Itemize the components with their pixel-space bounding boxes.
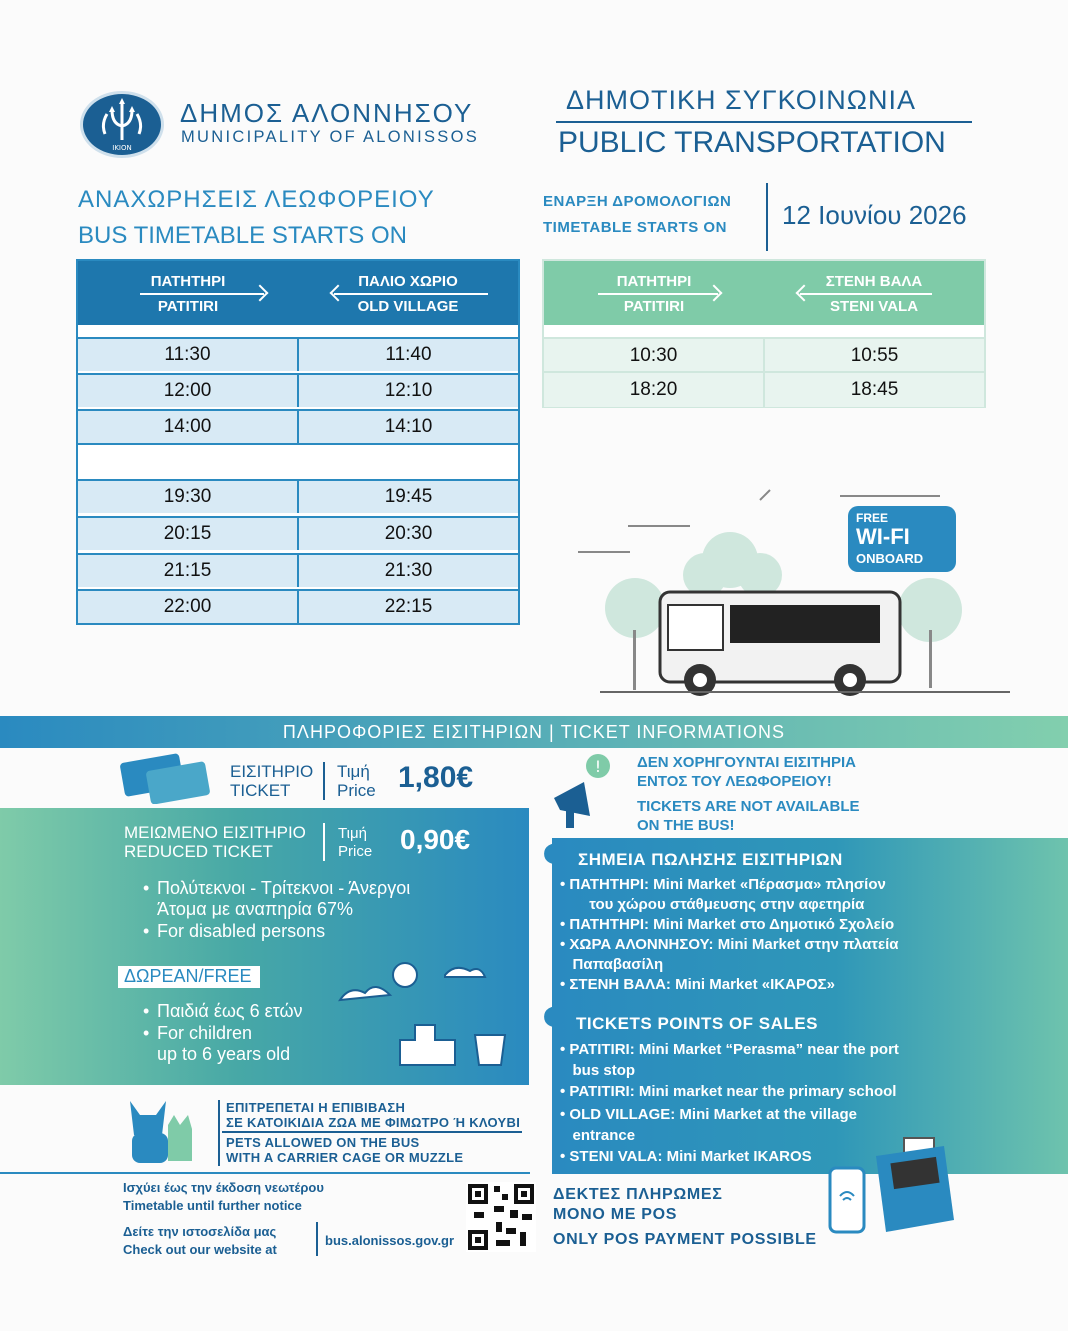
timetable-old-village bbox=[76, 259, 520, 625]
price-label-gr: Τιμή bbox=[338, 825, 367, 842]
transport-title-gr: ΔΗΜΟΤΙΚΗ ΣΥΓΚΟΙΝΩΝΙΑ bbox=[566, 85, 916, 115]
transport-title-en: PUBLIC TRANSPORTATION bbox=[558, 126, 946, 159]
table-row bbox=[78, 553, 518, 587]
header-to bbox=[764, 261, 984, 325]
site-en: Check out our website at bbox=[123, 1242, 277, 1257]
divider bbox=[218, 1100, 220, 1166]
reduced-label-gr: ΜΕΙΩΜΕΝΟ ΕΙΣΙΤΗΡΙΟ bbox=[124, 823, 306, 842]
table-row bbox=[78, 409, 518, 443]
payment-gr-2: ΜΟΝΟ ΜΕ POS bbox=[553, 1206, 678, 1223]
time-cell: 10:55 bbox=[763, 339, 984, 373]
list-item: • For children bbox=[143, 1023, 253, 1043]
valid-gr: Ισχύει έως την έκδοση νεωτέρου bbox=[123, 1180, 324, 1195]
reduced-label-en: REDUCED TICKET bbox=[124, 842, 273, 861]
header-to-gr: ΣΤΕΝΗ ΒΑΛΑ bbox=[825, 273, 923, 290]
list-item: up to 6 years old bbox=[157, 1044, 291, 1064]
notice-gr-2: ΕΝΤΟΣ ΤΟΥ ΛΕΩΦΟΡΕΙΟΥ! bbox=[637, 773, 832, 790]
arrow-left-icon bbox=[800, 293, 932, 295]
wifi-line2: WI-FI bbox=[856, 524, 910, 549]
divider bbox=[323, 823, 325, 861]
list-item: • For disabled persons bbox=[143, 921, 326, 941]
ticket-icon bbox=[118, 752, 214, 804]
header-to-en: STENI VALA bbox=[829, 298, 919, 315]
table-header bbox=[544, 261, 984, 325]
departures-title-gr: ΑΝΑΧΩΡΗΣΕΙΣ ΛΕΩΦΟΡΕΙΟΥ bbox=[78, 186, 435, 213]
title-divider bbox=[556, 121, 972, 123]
ticket-label-gr: ΕΙΣΙΤΗΡΙΟ bbox=[230, 762, 314, 781]
start-divider bbox=[766, 183, 768, 251]
dog-cat-icon bbox=[122, 1095, 204, 1167]
list-item: • ΣΤΕΝΗ ΒΑΛΑ: Mini Market «ΙΚΑΡΟΣ» bbox=[560, 976, 835, 993]
arrow-right-icon bbox=[140, 293, 264, 295]
time-cell: 10:30 bbox=[629, 345, 678, 366]
pets-en-1: PETS ALLOWED ON THE BUS bbox=[226, 1135, 420, 1150]
list-item: • Πολύτεκνοι - Τρίτεκνοι - Άνεργοι bbox=[143, 878, 411, 898]
sandcastle-icon bbox=[335, 955, 525, 1075]
departures-title-en: BUS TIMETABLE STARTS ON bbox=[78, 222, 407, 249]
qr-code-icon[interactable] bbox=[466, 1182, 536, 1252]
trident-icon bbox=[83, 94, 161, 155]
time-cell: 11:30 bbox=[164, 344, 211, 365]
time-cell: 21:15 bbox=[163, 560, 212, 581]
logo-text: ΙΚΙΟΝ bbox=[112, 144, 132, 152]
time-cell: 11:40 bbox=[297, 339, 518, 371]
header-from-gr: ΠΑΤΗΤΗΡΙ bbox=[616, 273, 692, 290]
ticket-label-en: TICKET bbox=[230, 781, 291, 800]
header-to-gr: ΠΑΛΙΟ ΧΩΡΙΟ bbox=[358, 273, 458, 290]
arrow-left-icon bbox=[334, 293, 488, 295]
sales-title-gr: ΣΗΜΕΙΑ ΠΩΛΗΣΗΣ ΕΙΣΙΤΗΡΙΩΝ bbox=[578, 850, 843, 869]
website-link[interactable]: bus.alonissos.gov.gr bbox=[325, 1233, 455, 1248]
price-label-en: Price bbox=[338, 843, 373, 860]
time-cell: 18:45 bbox=[763, 373, 984, 407]
header-from-gr: ΠΑΤΗΤΗΡΙ bbox=[150, 273, 226, 290]
list-item: • STENI VALA: Mini Market IKAROS bbox=[560, 1148, 812, 1165]
notice-en-2: ON THE BUS! bbox=[637, 817, 735, 834]
wifi-badge bbox=[848, 506, 956, 572]
location-pin-icon: ⬤ bbox=[543, 1005, 566, 1027]
timetable-steni-vala bbox=[542, 259, 986, 408]
divider bbox=[323, 762, 325, 800]
payment-gr-1: ΔΕΚΤΕΣ ΠΛΗΡΩΜΕΣ bbox=[553, 1186, 723, 1203]
table-row bbox=[78, 516, 518, 550]
time-cell: 14:00 bbox=[163, 416, 212, 437]
divider bbox=[222, 1131, 522, 1133]
start-label-en: TIMETABLE STARTS ON bbox=[543, 219, 727, 236]
start-date: 12 Ιουνίου 2026 bbox=[782, 200, 967, 230]
notice-gr-1: ΔΕΝ ΧΟΡΗΓΟΥΝΤΑΙ ΕΙΣΙΤΗΡΙΑ bbox=[637, 754, 856, 771]
list-item: • ΧΩΡΑ ΑΛΟΝΝΗΣΟΥ: Mini Market στην πλατεία Παπαβασίλη bbox=[560, 936, 899, 973]
pos-terminal-icon bbox=[826, 1132, 966, 1252]
municipality-logo bbox=[80, 91, 164, 158]
divider bbox=[316, 1222, 318, 1256]
list-item: • Παιδιά έως 6 ετών bbox=[143, 1001, 303, 1021]
time-cell: 18:20 bbox=[629, 379, 678, 400]
wifi-line3: ONBOARD bbox=[856, 551, 924, 566]
time-cell: 14:10 bbox=[297, 411, 518, 443]
pets-gr-1: ΕΠΙΤΡΕΠΕΤΑΙ Η ΕΠΙΒΙΒΑΣΗ bbox=[226, 1100, 406, 1115]
header-to-en: OLD VILLAGE bbox=[357, 298, 459, 315]
list-item: Άτομα με αναπηρία 67% bbox=[157, 899, 353, 919]
wifi-line1: FREE bbox=[856, 511, 889, 525]
time-cell: 21:30 bbox=[297, 555, 518, 587]
sales-title-en: TICKETS POINTS OF SALES bbox=[576, 1014, 818, 1033]
list-item: • OLD VILLAGE: Mini Market at the village entrance bbox=[560, 1106, 857, 1144]
time-cell: 22:15 bbox=[297, 591, 518, 623]
header-from bbox=[544, 261, 764, 325]
header-from bbox=[78, 261, 298, 325]
megaphone-icon bbox=[548, 752, 612, 832]
notice-en-1: TICKETS ARE NOT AVAILABLE bbox=[637, 798, 860, 815]
header-to bbox=[298, 261, 518, 325]
time-cell: 12:10 bbox=[297, 375, 518, 407]
table-header bbox=[78, 261, 518, 325]
price-label-en: Price bbox=[337, 781, 376, 800]
municipality-name-en: MUNICIPALITY OF ALONISSOS bbox=[181, 128, 480, 146]
payment-en: ONLY POS PAYMENT POSSIBLE bbox=[553, 1231, 817, 1248]
list-item: • PATITIRI: Mini market near the primary school bbox=[560, 1083, 897, 1100]
municipality-name-gr: ΔΗΜΟΣ ΑΛΟΝΝΗΣΟΥ bbox=[180, 98, 474, 128]
list-item: • PATITIRI: Mini Market “Perasma” near the port bus stop bbox=[560, 1041, 899, 1079]
table-row bbox=[78, 479, 518, 513]
time-cell: 19:45 bbox=[297, 481, 518, 513]
valid-en: Timetable until further notice bbox=[123, 1198, 302, 1213]
table-row bbox=[78, 589, 518, 623]
site-gr: Δείτε την ιστοσελίδα μας bbox=[123, 1224, 277, 1239]
table-row bbox=[544, 371, 984, 407]
table-row bbox=[78, 373, 518, 407]
start-label-gr: ΕΝΑΡΞΗ ΔΡΟΜΟΛΟΓΙΩΝ bbox=[543, 193, 732, 210]
time-cell bbox=[78, 445, 518, 477]
free-label: ΔΩΡΕΑΝ/FREE bbox=[118, 966, 260, 988]
ticket-price: 1,80€ bbox=[398, 761, 474, 794]
time-cell: 20:15 bbox=[163, 523, 212, 544]
table-row bbox=[544, 337, 984, 373]
time-cell: 19:30 bbox=[163, 486, 212, 507]
arrow-right-icon bbox=[598, 293, 718, 295]
time-cell: 12:00 bbox=[163, 380, 212, 401]
header-from-en: PATITIRI bbox=[623, 298, 685, 315]
ticket-info-title: ΠΛΗΡΟΦΟΡΙΕΣ ΕΙΣΙΤΗΡΙΩΝ | TICKET INFORMATIONS bbox=[282, 722, 786, 742]
list-item: • ΠΑΤΗΤΗΡΙ: Mini Market στο Δημοτικό Σχολείο bbox=[560, 916, 895, 933]
table-row-gap bbox=[78, 443, 518, 477]
svg-text:!: ! bbox=[594, 757, 602, 776]
location-pin-icon: ⬤ bbox=[543, 842, 566, 864]
price-label-gr: Τιμή bbox=[337, 762, 370, 781]
time-cell: 20:30 bbox=[297, 518, 518, 550]
divider bbox=[0, 1172, 530, 1174]
header-from-en: PATITIRI bbox=[157, 298, 219, 315]
table-row bbox=[78, 337, 518, 371]
pets-gr-2: ΣΕ ΚΑΤΟΙΚΙΔΙΑ ΖΩΑ ΜΕ ΦΙΜΩΤΡΟ Ή ΚΛΟΥΒΙ bbox=[226, 1115, 521, 1130]
time-cell: 22:00 bbox=[163, 596, 212, 617]
list-item: • ΠΑΤΗΤΗΡΙ: Mini Market «Πέρασμα» πλησίον του χώρου στάθμευσης στην αφετηρία bbox=[560, 876, 886, 913]
pets-en-2: WITH A CARRIER CAGE OR MUZZLE bbox=[226, 1150, 464, 1165]
reduced-price: 0,90€ bbox=[400, 824, 471, 855]
